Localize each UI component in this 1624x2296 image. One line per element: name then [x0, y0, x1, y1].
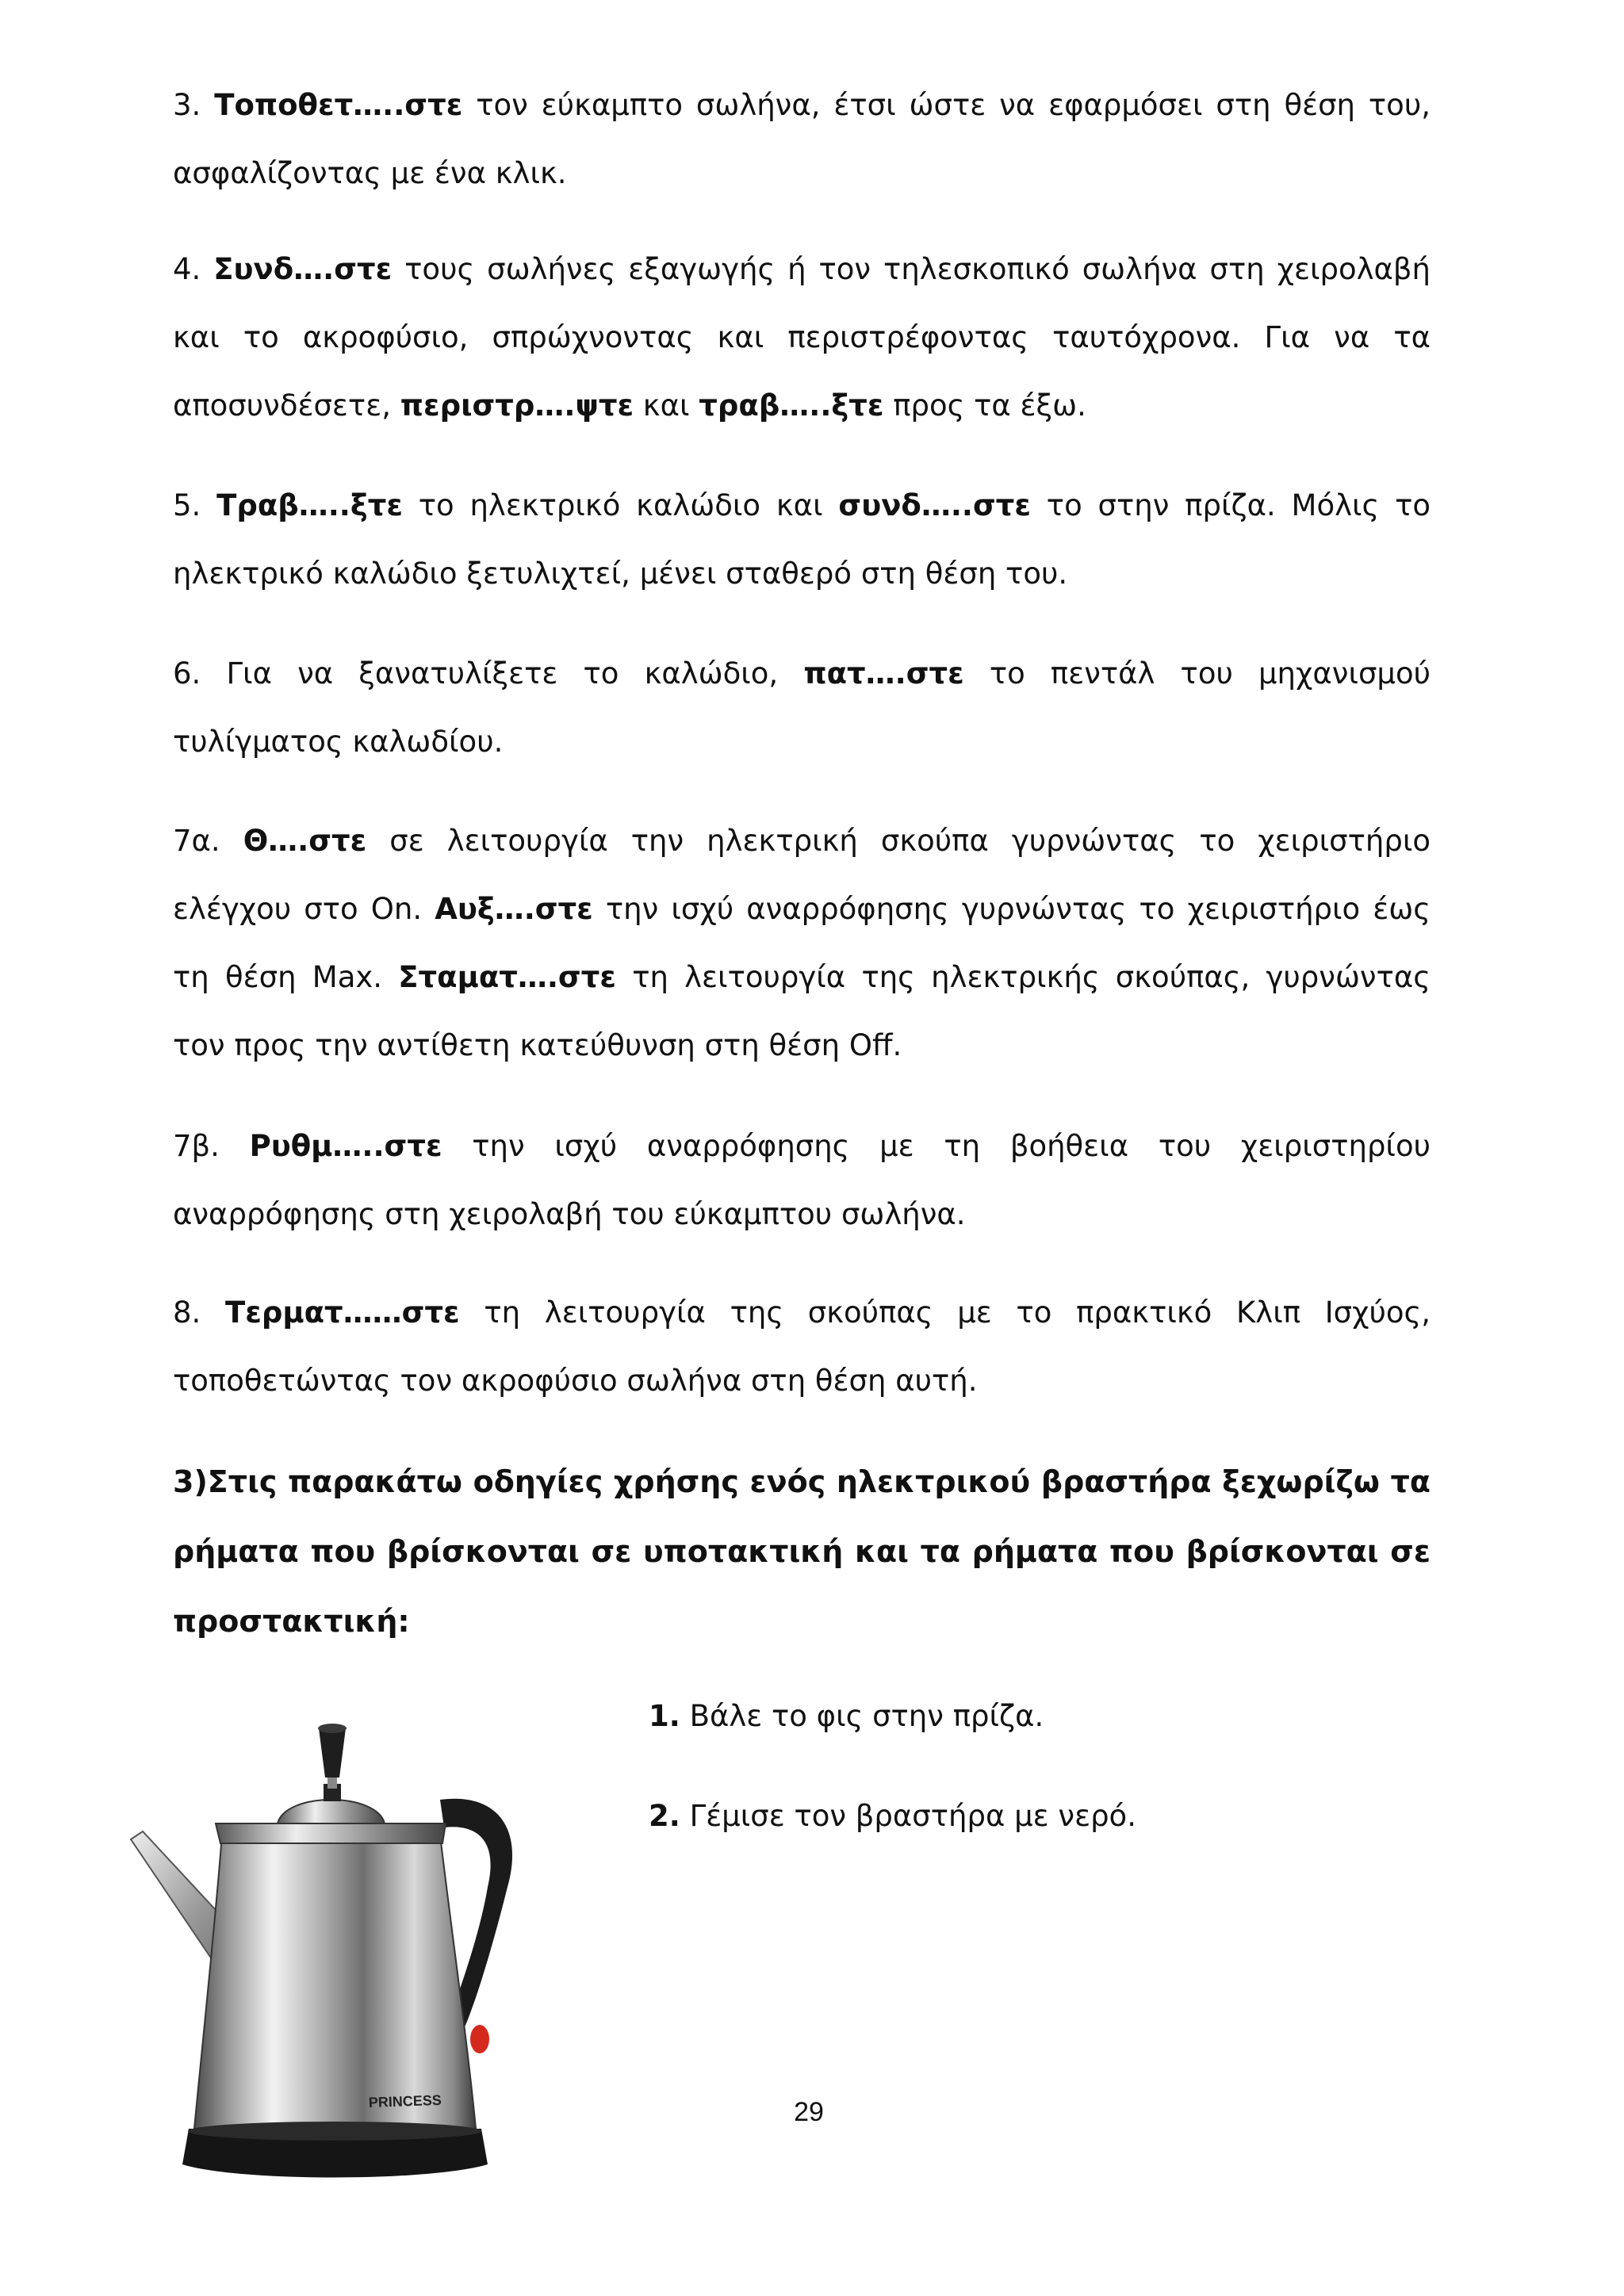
paragraph-text-step8 [173, 1279, 1431, 1415]
paragraph-run: τους σωλήνες εξαγωγής ή τον τηλεσκοπικό σωλήνα στη χειρολαβή και το ακροφύσιο, σπρώχνοντας και περιστρέφοντας ταυτόχρονα. Για να τα αποσυνδέσετε, [173, 252, 1431, 423]
kettle-step-1 [649, 1697, 1044, 1736]
paragraph-run: την ισχύ αναρρόφησης με τη βοήθεια του χειριστηρίου αναρρόφησης στη χειρολαβή του εύκαμπτου σωλήνα. [173, 1129, 1431, 1231]
kettle-step-1-text: Βάλε το φις στην πρίζα. [680, 1699, 1044, 1733]
paragraph-run: το ηλεκτρικό καλώδιο και [402, 488, 839, 522]
paragraph-run: 8. [173, 1295, 226, 1330]
kettle-step-2 [649, 1797, 1136, 1836]
paragraph-run: σε λειτουργία την ηλεκτρική σκούπα γυρνώντας το χειριστήριο ελέγχου στο On. [173, 824, 1431, 926]
paragraph-run: 6. Για να ξανατυλίξετε το καλώδιο, [173, 656, 804, 691]
kettle-brand-label: PRINCESS [368, 2091, 442, 2110]
paragraph-run: και [634, 388, 699, 423]
kettle-body [194, 1835, 476, 2129]
kettle-step-2-number: 2. [649, 1799, 680, 1833]
paragraph-step-7b [173, 1112, 1431, 1249]
paragraph-run: τη λειτουργία της ηλεκτρικής σκούπας, γυρνώντας τον προς την αντίθετη κατεύθυνση στη θέση Off. [173, 960, 1431, 1062]
verb-blank: πατ….στε [803, 656, 964, 691]
paragraph-step-8 [173, 1279, 1431, 1415]
page-number: 29 [794, 2097, 824, 2127]
paragraph-run: 7β. [173, 1129, 250, 1163]
verb-blank: Τοποθετ…..στε [214, 88, 463, 122]
paragraph-step-7a [173, 807, 1431, 1080]
paragraph-run: το πεντάλ του μηχανισμού τυλίγματος καλωδίου. [173, 656, 1431, 759]
paragraph-run: το στην πρίζα. Μόλις το ηλεκτρικό καλώδιο ξετυλιχτεί, μένει σταθερό στη θέση του. [173, 488, 1431, 591]
paragraph-step-6 [173, 640, 1431, 776]
paragraph-step-5 [173, 472, 1431, 608]
paragraph-run: προς τα έξω. [883, 388, 1086, 423]
exercise-heading-text: 3)Στις παρακάτω οδηγίες χρήσης ενός ηλεκτρικού βραστήρα ξεχωρίζω τα ρήματα που βρίσκονται σε υποτακτική και τα ρήματα που βρίσκονται σε προστακτική: [173, 1464, 1431, 1639]
paragraph-run: 7α. [173, 824, 243, 858]
exercise-heading [173, 1447, 1431, 1656]
paragraph-run: την ισχύ αναρρόφησης γυρνώντας το χειριστήριο έως τη θέση Max. [173, 892, 1431, 994]
paragraph-text-step6 [173, 640, 1431, 776]
paragraph-text-step4 [173, 235, 1431, 440]
verb-blank: Θ….στε [243, 824, 367, 858]
paragraph-run: τον εύκαμπτο σωλήνα, έτσι ώστε να εφαρμόσει στη θέση του, ασφαλίζοντας με ένα κλικ. [173, 88, 1431, 190]
paragraph-text-step7b [173, 1112, 1431, 1249]
paragraph-step-3 [173, 71, 1431, 208]
kettle-image [127, 1697, 539, 2188]
kettle-step-1-number: 1. [649, 1699, 680, 1733]
paragraph-text-step3 [173, 71, 1431, 208]
kettle-step-2-text: Γέμισε τον βραστήρα με νερό. [680, 1799, 1136, 1833]
paragraph-run: 3. [173, 88, 215, 122]
kettle-power-light-icon [470, 2025, 489, 2053]
verb-blank: περιστρ….ψτε [400, 388, 634, 423]
paragraph-run: 4. [173, 252, 214, 286]
verb-blank: συνδ…..στε [838, 488, 1031, 522]
verb-blank: τραβ…..ξτε [699, 388, 884, 423]
verb-blank: Αυξ….στε [435, 892, 593, 926]
paragraph-text-step7a [173, 807, 1431, 1080]
paragraph-text-step5 [173, 472, 1431, 608]
verb-blank: Συνδ….στε [213, 252, 393, 286]
paragraph-run: 5. [173, 488, 217, 522]
verb-blank: Σταματ….στε [398, 960, 616, 994]
verb-blank: Τραβ…..ξτε [216, 488, 403, 522]
paragraph-step-4 [173, 235, 1431, 440]
verb-blank: Ρυθμ…..στε [249, 1129, 442, 1163]
paragraph-run: τη λειτουργία της σκούπας με το πρακτικό Κλιπ Ισχύος, τοποθετώντας τον ακροφύσιο σωλήνα στη θέση αυτή. [173, 1295, 1431, 1398]
verb-blank: Τερματ……στε [225, 1295, 460, 1330]
